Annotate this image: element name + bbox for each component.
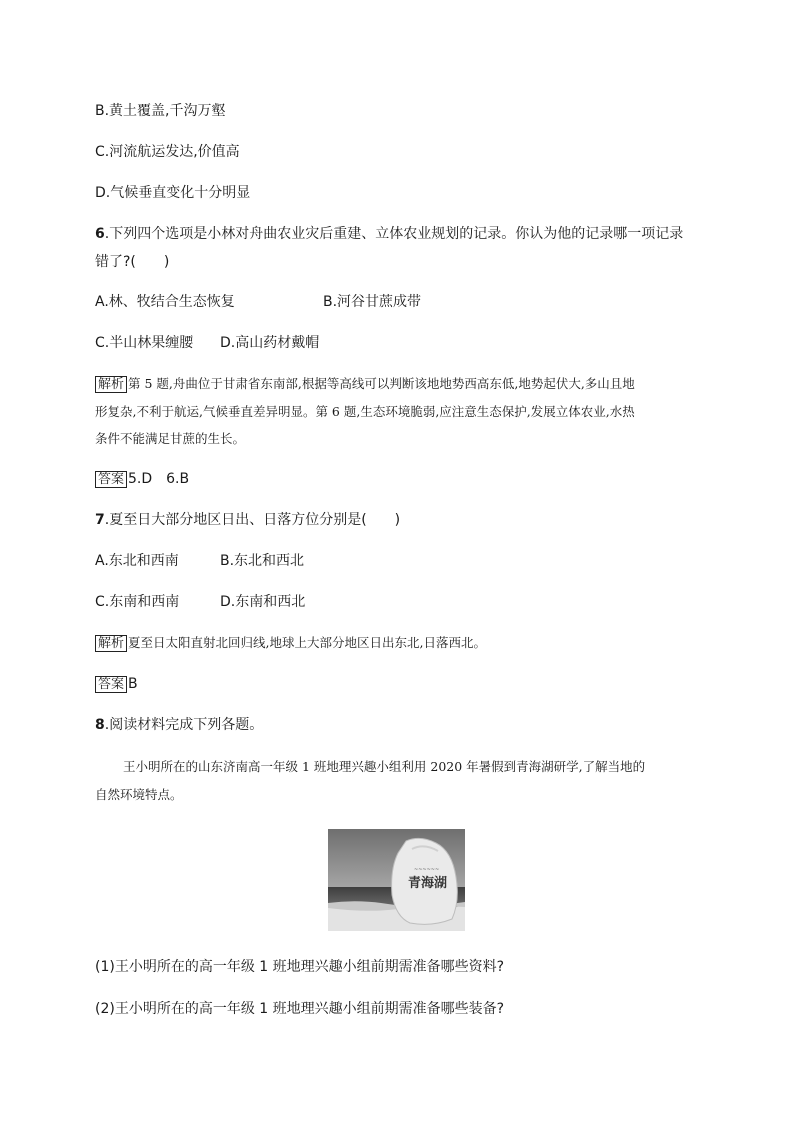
lake-stone-illustration bbox=[328, 829, 465, 931]
analysis-56-text1: 第 5 题,舟曲位于甘肃省东南部,根据等高线可以判断该地地势西高东低,地势起伏大,多山且地 bbox=[128, 376, 635, 391]
analysis-7 bbox=[95, 634, 486, 652]
q8-stem bbox=[95, 716, 263, 734]
q5-option-d: D.气候垂直变化十分明显 bbox=[95, 185, 251, 201]
q8-number: 8 bbox=[95, 717, 105, 733]
analysis-56-line2: 形复杂,不利于航运,气候垂直差异明显。第 6 题,生态环境脆弱,应注意生态保护,发展立体农业,水热 bbox=[95, 404, 635, 419]
q6-option-c: C.半山林果缠腰 bbox=[95, 335, 194, 351]
q6-option-b: B.河谷甘蔗成带 bbox=[323, 294, 422, 310]
q7-option-a: A.东北和西南 bbox=[95, 553, 179, 569]
answer-56-text: 5.D 6.B bbox=[128, 471, 190, 487]
qinghai-lake-photo bbox=[328, 829, 465, 931]
stone-small-inscription: ~~~~~~ bbox=[414, 867, 440, 873]
q6-stem-line2: 错了?( ) bbox=[95, 254, 170, 270]
q7-stem-text: .夏至日大部分地区日出、日落方位分别是( ) bbox=[104, 512, 401, 528]
q8-material-line1: 王小明所在的山东济南高一年级 1 班地理兴趣小组利用 2020 年暑假到青海湖研学,了解当地的 bbox=[123, 759, 646, 774]
q6-number: 6 bbox=[95, 226, 105, 242]
q5-option-c: C.河流航运发达,价值高 bbox=[95, 144, 240, 160]
q7-number: 7 bbox=[95, 512, 105, 528]
q8-stem-text: .阅读材料完成下列各题。 bbox=[104, 717, 264, 733]
q6-option-a: A.林、牧结合生态恢复 bbox=[95, 294, 235, 310]
analysis-7-label: 解析 bbox=[95, 635, 127, 652]
answer-7-text: B bbox=[128, 676, 138, 692]
q8-sub1: (1)王小明所在的高一年级 1 班地理兴趣小组前期需准备哪些资料? bbox=[95, 959, 505, 975]
q7-option-d: D.东南和西北 bbox=[220, 594, 306, 610]
q8-material-line2: 自然环境特点。 bbox=[95, 787, 183, 802]
analysis-56-line1 bbox=[95, 375, 635, 393]
answer-7 bbox=[95, 675, 138, 693]
q6-stem-line1 bbox=[95, 225, 683, 243]
answer-7-label: 答案 bbox=[95, 676, 127, 693]
q7-option-c: C.东南和西南 bbox=[95, 594, 180, 610]
q5-option-b: B.黄土覆盖,千沟万壑 bbox=[95, 103, 226, 119]
answer-label: 答案 bbox=[95, 471, 127, 488]
q8-sub2: (2)王小明所在的高一年级 1 班地理兴趣小组前期需准备哪些装备? bbox=[95, 1001, 505, 1017]
q6-option-d: D.高山药材戴帽 bbox=[220, 335, 320, 351]
q6-stem-text: .下列四个选项是小林对舟曲农业灾后重建、立体农业规划的记录。你认为他的记录哪一项记录 bbox=[104, 226, 684, 242]
analysis-56-line3: 条件不能满足甘蔗的生长。 bbox=[95, 431, 246, 446]
analysis-7-text: 夏至日太阳直射北回归线,地球上大部分地区日出东北,日落西北。 bbox=[128, 635, 486, 650]
q7-stem bbox=[95, 511, 400, 529]
answer-56 bbox=[95, 470, 189, 488]
stone-inscription: 青海湖 bbox=[408, 876, 448, 891]
q7-option-b: B.东北和西北 bbox=[220, 553, 305, 569]
analysis-label: 解析 bbox=[95, 376, 127, 393]
